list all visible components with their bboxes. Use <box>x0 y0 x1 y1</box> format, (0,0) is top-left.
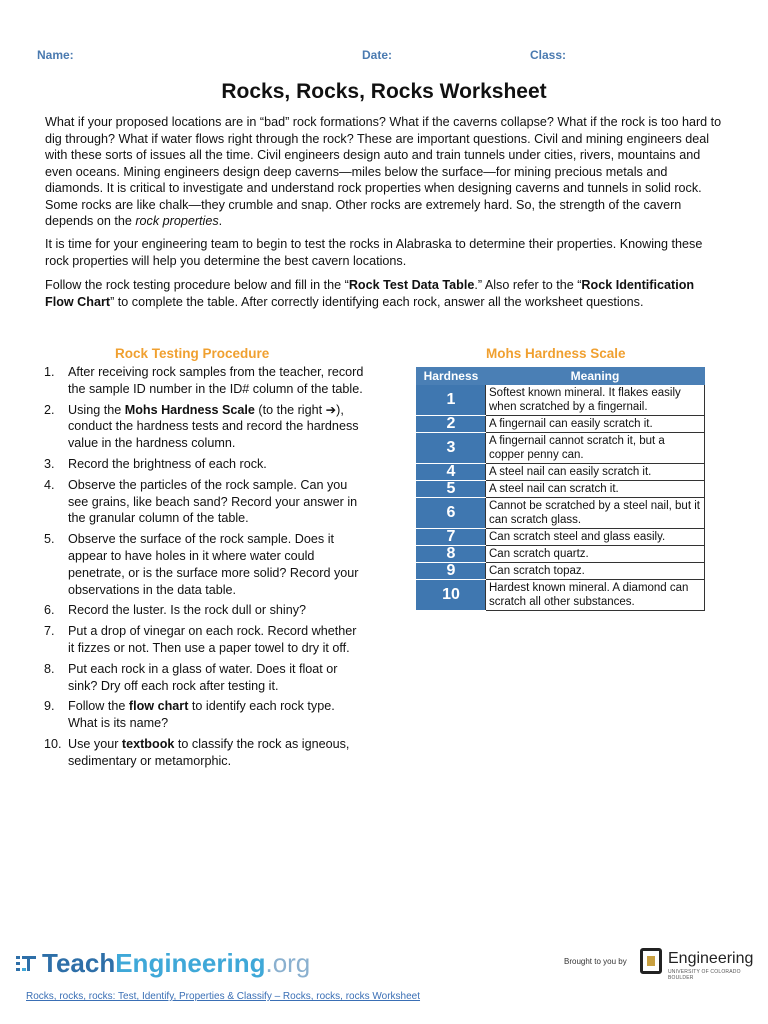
step-text: Use your <box>68 736 122 751</box>
step-bold-term: Mohs Hardness Scale <box>124 402 255 417</box>
intro-p3-bold-1: Rock Test Data Table <box>348 278 475 292</box>
intro-paragraph-1 <box>45 114 725 230</box>
step-text-end: (to the right ➔), conduct the hardness tests and record the hardness value in the hardness column. <box>68 402 359 451</box>
logo-org: .org <box>265 948 311 978</box>
step-number: 1. <box>44 365 55 379</box>
mohs-row <box>417 416 705 433</box>
mohs-meaning: Softest known mineral. It flakes easily when scratched by a fingernail. <box>486 385 705 416</box>
mohs-hardness-value: 7 <box>417 529 486 546</box>
mohs-row <box>417 385 705 416</box>
mohs-row <box>417 498 705 529</box>
cu-icon <box>640 948 662 974</box>
step-text-end: to identify each rock type. What is its name? <box>68 699 335 731</box>
mohs-row <box>417 580 705 611</box>
mohs-hardness-value: 3 <box>417 433 486 464</box>
step-number: 7. <box>44 624 55 639</box>
mohs-hardness-value: 8 <box>417 546 486 563</box>
step-number: 9. <box>44 699 55 714</box>
mohs-row <box>417 464 705 481</box>
procedure-step <box>44 456 364 473</box>
step-text: Observe the surface of the rock sample. Does it appear to have holes in it where water could penetrate, or is the surface more solid? Record your observations in the data table. <box>68 532 359 597</box>
intro-p3-bold-2: Rock Identification Flow Chart <box>45 278 695 309</box>
mohs-row <box>417 433 705 464</box>
mohs-meaning: Can scratch quartz. <box>486 546 705 563</box>
mohs-hardness-value: 6 <box>417 498 486 529</box>
mohs-hardness-value: 1 <box>417 385 486 416</box>
step-number: 10. <box>44 736 62 751</box>
mohs-hardness-value: 2 <box>417 416 486 433</box>
mohs-row <box>417 563 705 580</box>
procedure-step <box>44 402 364 452</box>
intro-paragraph-3 <box>45 277 725 310</box>
step-text-end: to classify the rock as igneous, sedimentary or metamorphic. <box>68 736 350 768</box>
step-text: Using the <box>68 402 125 417</box>
mohs-hardness-value: 10 <box>417 580 486 611</box>
date-label: Date: <box>362 48 393 62</box>
procedure-steps <box>44 364 364 774</box>
cu-engineering-logo <box>640 948 754 981</box>
mohs-heading: Mohs Hardness Scale <box>486 346 626 361</box>
procedure-step <box>44 661 364 695</box>
teachengineering-logo <box>16 948 310 979</box>
logo-engineering: Engineering <box>115 948 266 978</box>
mohs-col-meaning: Meaning <box>486 368 705 385</box>
intro-p1-text: What if your proposed locations are in “bad” rock formations? What if the caverns collapse? What if the rock is too hard to dig through? What if water flows right through the rock? These are important questions. Civil and mining engineers deal with these sorts of issues all the time. Civil engineers design auto and train tunnels under cities, rivers, mountains and even oceans. Mining engineers design deep caverns—miles below the surface—for mining precious metals and diamonds. It is critical to investigate and understand rock properties when designing caverns and tunnels in solid rock. Some rocks are like chalk—they crumble and snap. Other rocks are extremely hard. So, the strength of the cavern depends on the <box>45 115 722 228</box>
teachengineering-icon <box>16 953 38 975</box>
brought-to-you-by: Brought to you by <box>564 957 627 966</box>
mohs-row <box>417 546 705 563</box>
mohs-row <box>417 481 705 498</box>
step-bold-term: flow chart <box>128 699 189 714</box>
step-text: Record the brightness of each rock. <box>68 456 267 471</box>
procedure-heading: Rock Testing Procedure <box>115 346 270 361</box>
footer-worksheet-link[interactable]: Rocks, rocks, rocks: Test, Identify, Properties & Classify – Rocks, rocks, rocks Worksheet <box>26 991 421 1002</box>
mohs-meaning: A fingernail can easily scratch it. <box>486 416 705 433</box>
mohs-meaning: Cannot be scratched by a steel nail, but it can scratch glass. <box>486 498 705 529</box>
procedure-step <box>44 736 364 770</box>
procedure-step <box>44 698 364 732</box>
cu-engineering-name: Engineering <box>668 950 754 967</box>
mohs-col-hardness: Hardness <box>417 368 486 385</box>
step-text: Put each rock in a glass of water. Does it float or sink? Dry off each rock after testing it. <box>68 661 338 693</box>
logo-teach: Teach <box>42 948 116 978</box>
step-number: 8. <box>44 661 55 676</box>
step-text: Follow the <box>68 699 129 714</box>
cu-university-name: UNIVERSITY OF COLORADO BOULDER <box>668 969 741 981</box>
mohs-hardness-value: 5 <box>417 481 486 498</box>
mohs-table <box>416 367 705 611</box>
intro-paragraph-2: It is time for your engineering team to begin to test the rocks in Alabraska to determine their properties. Knowing these rock properties will help you determine the best cavern locations. <box>45 237 703 268</box>
step-number: 5. <box>44 532 55 547</box>
intro-p3-a: Follow the rock testing procedure below and fill in the “ <box>45 278 349 292</box>
step-number: 6. <box>44 603 55 618</box>
intro-p3-d: ” to complete the table. After correctly identifying each rock, answer all the worksheet questions. <box>110 294 644 309</box>
name-label: Name: <box>37 48 74 62</box>
page-title: Rocks, Rocks, Rocks Worksheet <box>221 80 547 103</box>
step-bold-term: textbook <box>121 736 175 751</box>
step-number: 2. <box>44 402 55 417</box>
mohs-hardness-value: 4 <box>417 464 486 481</box>
mohs-meaning: A steel nail can easily scratch it. <box>486 464 705 481</box>
intro-p1-emphasis: rock properties <box>135 214 219 228</box>
mohs-meaning: Can scratch steel and glass easily. <box>486 529 705 546</box>
mohs-hardness-value: 9 <box>417 563 486 580</box>
class-label: Class: <box>530 48 567 62</box>
mohs-meaning: A fingernail cannot scratch it, but a copper penny can. <box>486 433 705 464</box>
step-text: After receiving rock samples from the teacher, record the sample ID number in the ID# column of the table. <box>68 365 364 396</box>
mohs-row <box>417 529 705 546</box>
step-text: Observe the particles of the rock sample. Can you see grains, like beach sand? Record your answer in the granular column of the table. <box>68 477 358 526</box>
step-text: Put a drop of vinegar on each rock. Record whether it fizzes or not. Then use a paper towel to dry it off. <box>68 624 357 655</box>
intro-p3-c: .” Also refer to the “ <box>474 278 582 292</box>
step-number: 4. <box>44 477 55 492</box>
procedure-step <box>44 531 364 598</box>
procedure-step <box>44 623 364 657</box>
intro-p1-end: . <box>218 214 223 228</box>
mohs-meaning: Hardest known mineral. A diamond can scratch all other substances. <box>486 580 705 611</box>
mohs-meaning: A steel nail can scratch it. <box>486 481 705 498</box>
mohs-meaning: Can scratch topaz. <box>486 563 705 580</box>
step-number: 3. <box>44 456 55 471</box>
procedure-step <box>44 364 364 398</box>
step-text: Record the luster. Is the rock dull or shiny? <box>68 603 306 618</box>
procedure-step <box>44 477 364 527</box>
procedure-step <box>44 602 364 619</box>
